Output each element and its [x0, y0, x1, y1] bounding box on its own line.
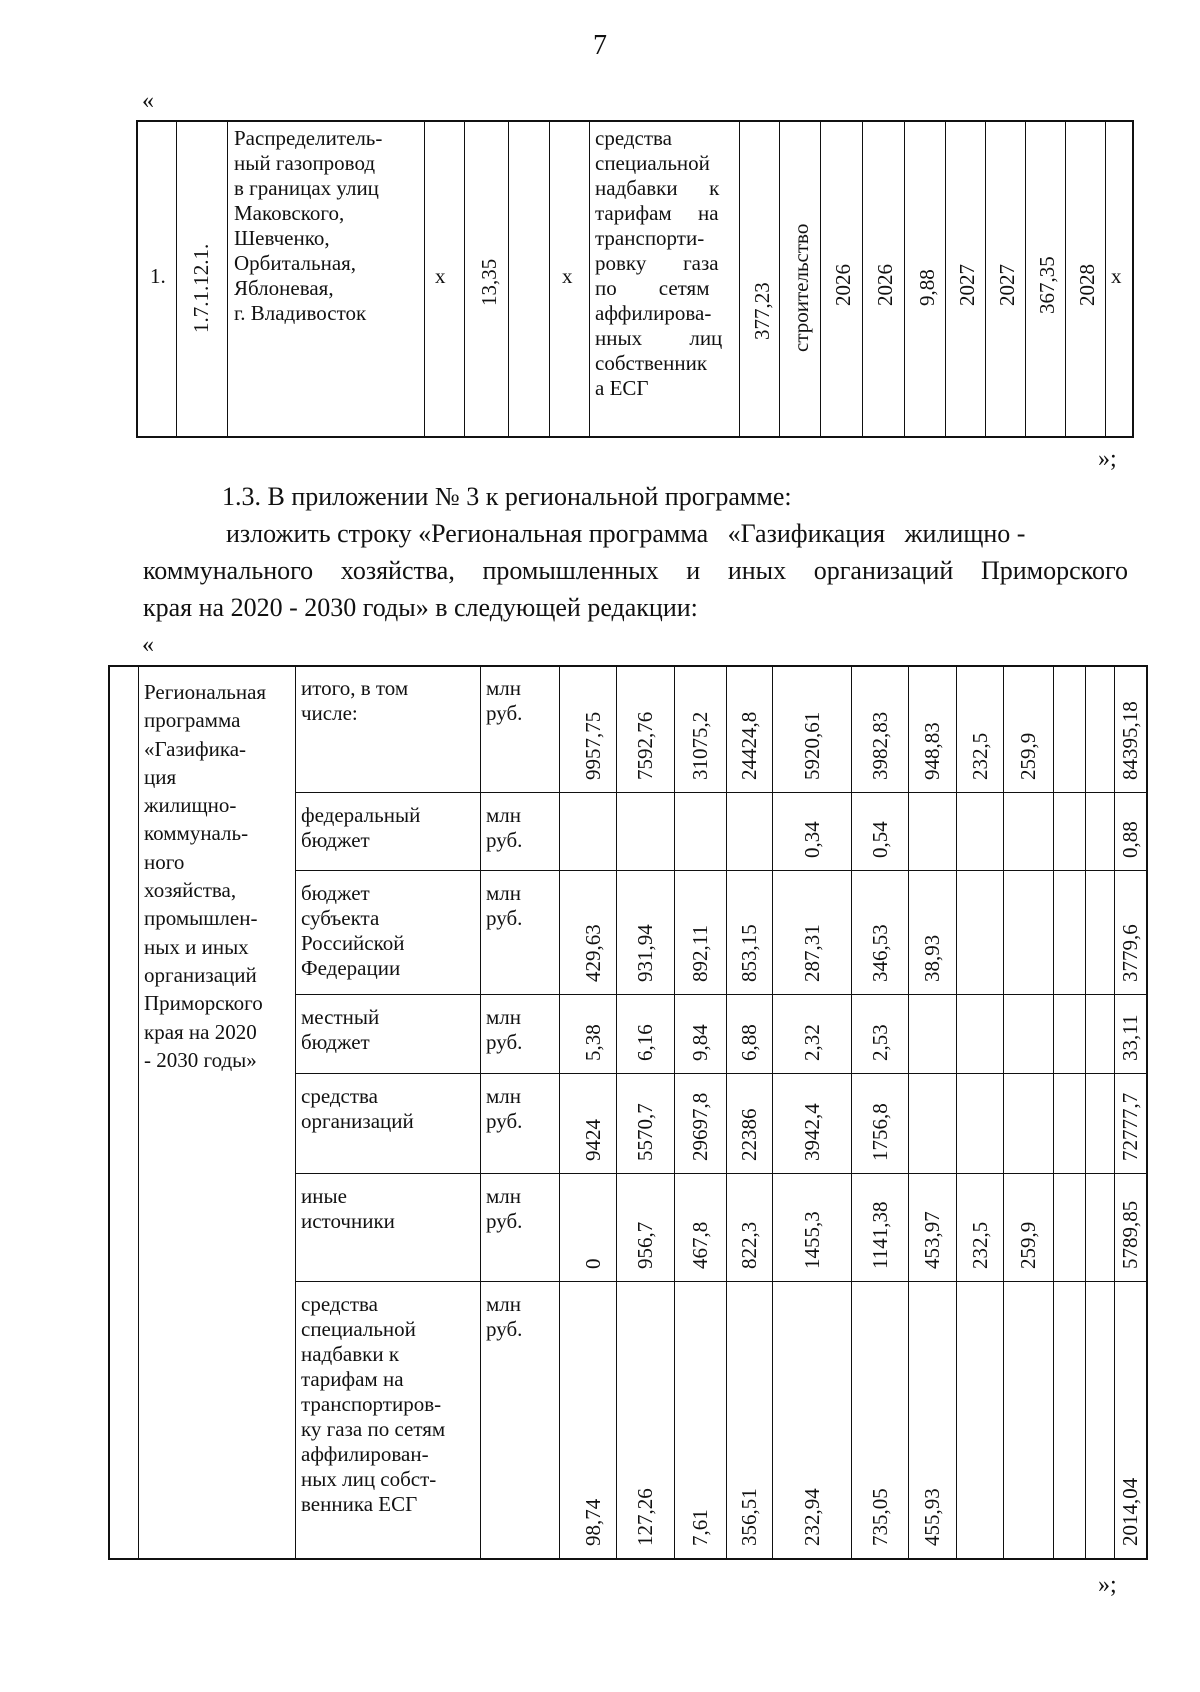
cell-value: 7592,76 [633, 711, 657, 780]
row-unit: млн руб. [486, 676, 523, 725]
cell-value: 429,63 [581, 924, 605, 982]
cell-value: 9424 [581, 1119, 605, 1161]
cell-value: 5570,7 [633, 1103, 657, 1161]
cell-value: 2,32 [800, 1024, 824, 1061]
close-quote-2: »; [1098, 1572, 1117, 1598]
cell-value: 24424,8 [737, 711, 761, 780]
cell-value: 232,5 [968, 1221, 992, 1269]
cell-value: 1756,8 [868, 1103, 892, 1161]
financing-source: средства специальной надбавки к тарифам на транспорти- ровку газа по сетям аффилирова- нных лиц собственник а ЕСГ [595, 126, 723, 400]
cell-value: 7,61 [688, 1509, 712, 1546]
cell-value: 0,34 [800, 821, 824, 858]
open-quote-1: « [142, 88, 154, 114]
program-name: Региональная программа «Газифика- ция жилищно- коммуналь- ного хозяйства, промышлен- ных и иных организаций Приморского края на 2020 - 2030 годы» [144, 680, 267, 1072]
cell-value: 467,8 [688, 1221, 712, 1269]
cell-value: 5,38 [581, 1024, 605, 1061]
cell-value: 453,97 [920, 1211, 944, 1269]
year-e: 2028 [1075, 264, 1099, 306]
cell-value: 346,53 [868, 924, 892, 982]
row-label: бюджет субъекта Российской Федерации [301, 881, 405, 980]
cell-value: 948,83 [920, 722, 944, 780]
cell-value: 931,94 [633, 924, 657, 982]
cell-value: 31075,2 [688, 711, 712, 780]
cell-value: 127,26 [633, 1488, 657, 1546]
year-d: 2027 [995, 264, 1019, 306]
section-heading: 1.3. В приложении № 3 к региональной программе: [222, 482, 792, 511]
cell-value: 853,15 [737, 924, 761, 982]
row-label: федеральный бюджет [301, 803, 421, 852]
cell-value: 72777,7 [1118, 1092, 1142, 1161]
row-unit: млн руб. [486, 881, 523, 930]
cell-value: 0,88 [1118, 821, 1142, 858]
cell-value: 892,11 [688, 925, 712, 982]
object-code: 1.7.1.12.1. [189, 243, 213, 333]
row-unit: млн руб. [486, 1292, 523, 1341]
cell-value: 735,05 [868, 1488, 892, 1546]
cell-value: 6,16 [633, 1024, 657, 1061]
row-label: местный бюджет [301, 1005, 380, 1054]
cost-value: 377,23 [750, 282, 774, 340]
cell-value: 455,93 [920, 1488, 944, 1546]
col-x-2: x [562, 264, 573, 288]
cell-value: 98,74 [581, 1498, 605, 1546]
cell-value: 9957,75 [581, 711, 605, 780]
row-label: средства специальной надбавки к тарифам на транспортиров- ку газа по сетям аффилирован- ных лиц собст- венника ЕСГ [301, 1292, 446, 1516]
cell-value: 6,88 [737, 1024, 761, 1061]
close-quote-1: »; [1098, 446, 1117, 472]
row-label: итого, в том числе: [301, 676, 409, 725]
cell-value: 22386 [737, 1108, 761, 1161]
page-number: 7 [593, 30, 607, 61]
cell-value: 2,53 [868, 1024, 892, 1061]
cell-value: 3942,4 [800, 1103, 824, 1161]
cell-value: 259,9 [1016, 1221, 1040, 1269]
row-unit: млн руб. [486, 1005, 523, 1054]
year-b: 2026 [873, 264, 897, 306]
cell-value: 33,11 [1118, 1014, 1142, 1061]
year-c: 2027 [955, 264, 979, 306]
col-x-1: x [435, 264, 446, 288]
cell-value: 232,94 [800, 1488, 824, 1546]
cell-value: 38,93 [920, 934, 944, 982]
cell-value: 3779,6 [1118, 924, 1142, 982]
open-quote-2: « [142, 632, 154, 658]
section-line-2: коммунального хозяйства, промышленных и иных организаций Приморского [143, 556, 1128, 585]
value-a: 9,88 [915, 269, 939, 306]
cell-value: 1455,3 [800, 1211, 824, 1269]
row-number: 1. [150, 264, 166, 288]
cell-value: 956,7 [633, 1221, 657, 1269]
cell-value: 287,31 [800, 924, 824, 982]
cell-value: 84395,18 [1118, 701, 1142, 780]
cell-value: 3982,83 [868, 711, 892, 780]
cell-value: 822,3 [737, 1221, 761, 1269]
value-b: 367,35 [1035, 256, 1059, 314]
row-label: средства организаций [301, 1084, 414, 1133]
work-type: строительство [789, 223, 813, 352]
cell-value: 29697,8 [688, 1092, 712, 1161]
cell-value: 259,9 [1016, 732, 1040, 780]
object-name: Распределитель- ный газопровод в границах улиц Маковского, Шевченко, Орбитальная, Яблоневая, г. Владивосток [234, 126, 383, 325]
section-line-3: края на 2020 - 2030 годы» в следующей редакции: [143, 593, 698, 622]
cell-value: 9,84 [688, 1024, 712, 1061]
section-line-1: изложить строку «Региональная программа «Газификация жилищно - [226, 519, 1026, 548]
cell-value: 0,54 [868, 821, 892, 858]
cell-value: 356,51 [737, 1488, 761, 1546]
row-unit: млн руб. [486, 803, 523, 852]
col-x-3: x [1111, 264, 1122, 288]
cell-value: 5789,85 [1118, 1200, 1142, 1269]
cell-value: 0 [581, 1258, 605, 1269]
row-label: иные источники [301, 1184, 395, 1233]
row-unit: млн руб. [486, 1084, 523, 1133]
year-a: 2026 [831, 264, 855, 306]
length-value: 13,35 [477, 258, 501, 306]
cell-value: 1141,38 [868, 1201, 892, 1269]
cell-value: 5920,61 [800, 711, 824, 780]
row-unit: млн руб. [486, 1184, 523, 1233]
cell-value: 232,5 [968, 732, 992, 780]
cell-value: 2014,04 [1118, 1477, 1142, 1546]
